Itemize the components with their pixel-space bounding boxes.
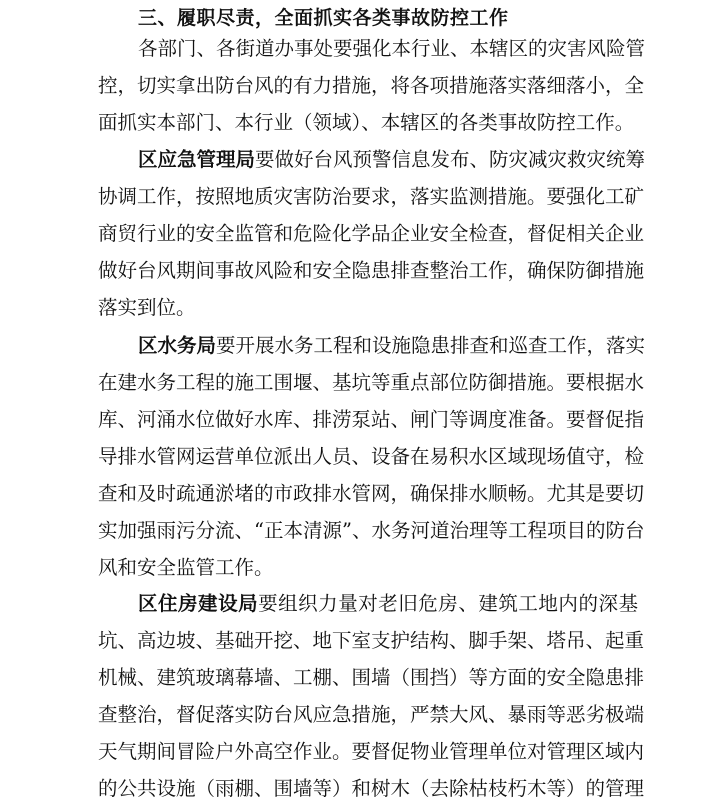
paragraph-line: 坑、高边坡、基础开挖、地下室支护结构、脚手架、塔吊、起重 [98,629,645,652]
section-heading: 三、履职尽责，全面抓实各类事故防控工作 [138,7,509,29]
paragraph-line: 商贸行业的安全监管和危险化学品企业安全检查，督促相关企业 [98,222,645,245]
paragraph-line: 面抓实本部门、本行业（领域）、本辖区的各类事故防控工作。 [98,111,635,134]
paragraph-lead: 区住房建设局 [138,592,259,615]
paragraph-line: 实加强雨污分流、“正本清源”、水务河道治理等工程项目的防台 [98,519,645,542]
paragraph-water-bureau [98,327,646,586]
paragraph-line-text: 要做好台风预警信息发布、防灾减灾救灾统筹 [255,148,646,171]
paragraph-line: 的公共设施（雨棚、围墙等）和树木（去除枯枝朽木等）的管理 [98,777,645,800]
paragraph-line: 查整治，督促落实防台风应急措施，严禁大风、暴雨等恶劣极端 [98,703,645,726]
paragraph-line: 做好台风期间事故风险和安全隐患排查整治工作，确保防御措施 [98,259,645,282]
paragraph-line-text: 要组织力量对老旧危房、建筑工地内的深基 [258,592,638,615]
paragraph-line: 协调工作，按照地质灾害防治要求，落实监测措施。要强化工矿 [98,185,645,208]
paragraph-emergency-bureau [98,141,646,326]
paragraph-lead: 区水务局 [138,334,217,357]
paragraph-general [98,30,646,141]
paragraph-lead: 区应急管理局 [138,148,256,171]
paragraph-line [98,141,646,178]
paragraph-housing-bureau [98,585,645,807]
paragraph-line: 天气期间冒险户外高空作业。要督促物业管理单位对管理区域内 [98,740,645,763]
paragraph-line: 查和及时疏通淤堵的市政排水管网，确保排水顺畅。尤其是要切 [98,482,645,505]
paragraph-line: 落实到位。 [98,296,196,319]
paragraph-line-text: 要开展水务工程和设施隐患排查和巡查工作，落实 [216,334,646,357]
paragraph-line: 机械、建筑玻璃幕墙、工棚、围墙（围挡）等方面的安全隐患排 [98,666,645,689]
paragraph-line: 库、河涌水位做好水库、排涝泵站、闸门等调度准备。要督促指 [98,408,645,431]
paragraph-line [98,327,646,364]
paragraph-line [98,585,638,622]
paragraph-line: 在建水务工程的施工围堰、基坑等重点部位防御措施。要根据水 [98,371,645,394]
paragraph-line: 各部门、各街道办事处要强化本行业、本辖区的灾害风险管 [138,37,646,60]
paragraph-line: 风和安全监管工作。 [98,556,274,579]
paragraph-line: 导排水管网运营单位派出人员、设备在易积水区域现场值守，检 [98,445,645,468]
paragraph-line: 控，切实拿出防台风的有力措施，将各项措施落实落细落小，全 [98,74,645,97]
